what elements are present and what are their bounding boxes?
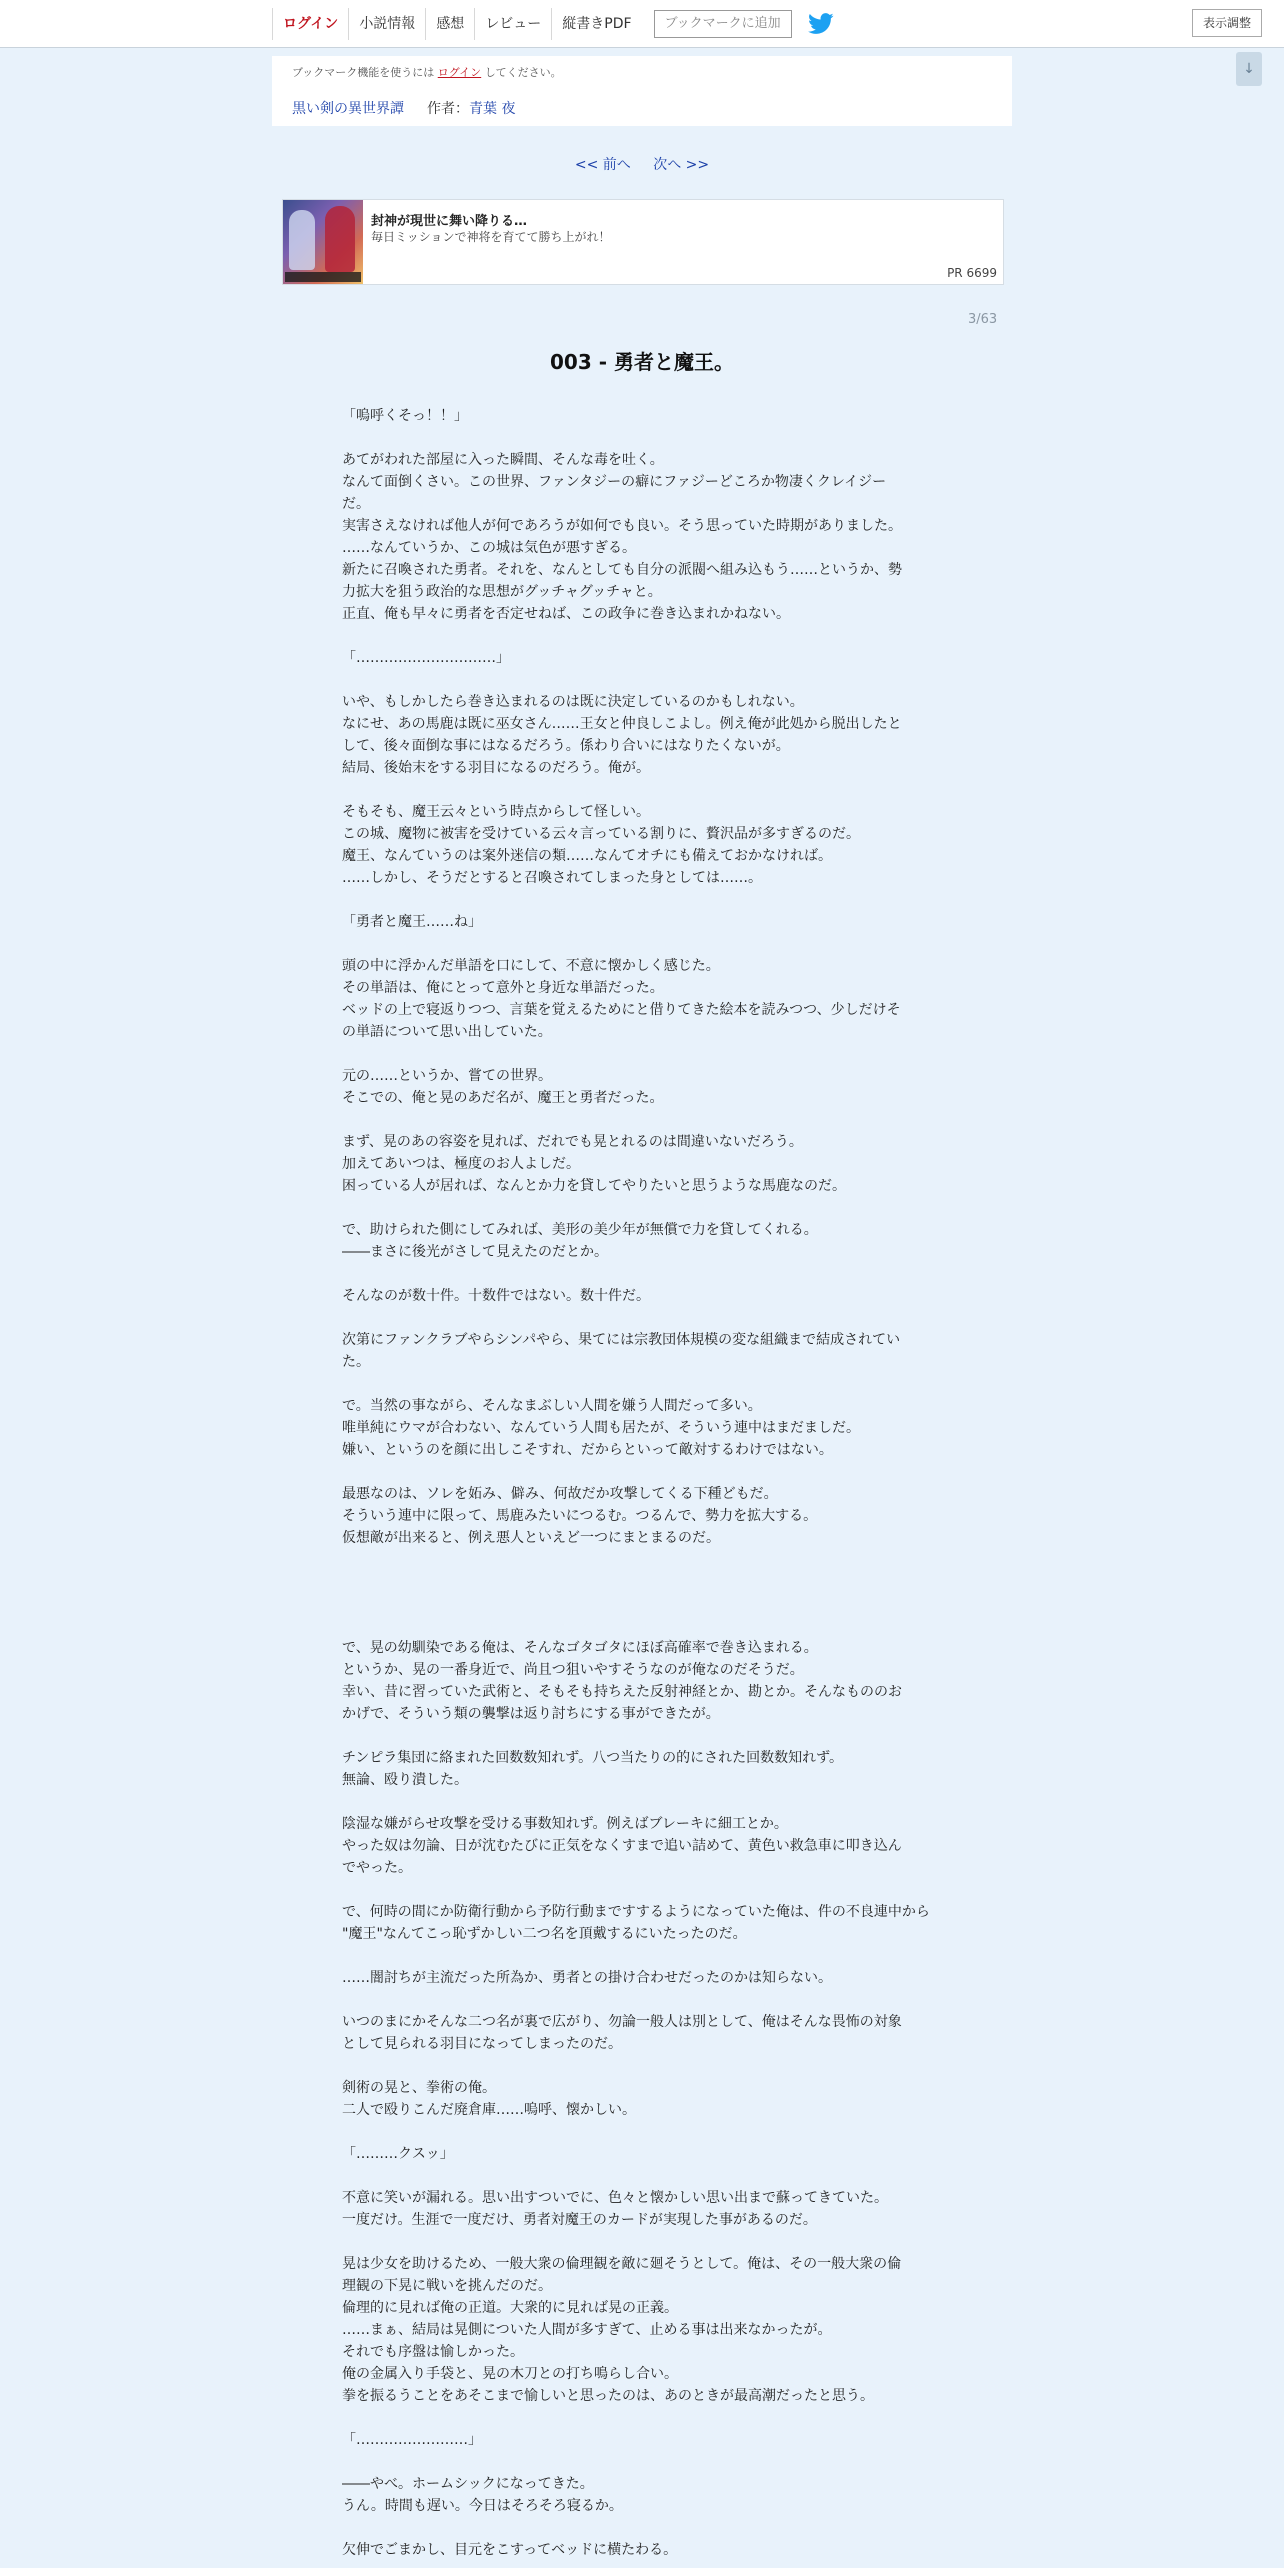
next-page-link[interactable]: 次へ >> [653, 157, 710, 173]
body-line [342, 1109, 942, 1131]
nav-vertical-pdf[interactable]: 縦書きPDF [551, 8, 641, 40]
body-line: の単語について思い出していた。 [342, 1024, 552, 1040]
body-line: 実害さえなければ他人が何であろうが如何でも良い。そう思っていた時期がありました。 [342, 518, 902, 534]
body-line [342, 2165, 942, 2187]
body-line: というか、晃の一番身近で、尚且つ狙いやすそうなのが俺なのだそうだ。 [342, 1662, 804, 1678]
pager [0, 154, 1284, 174]
body-line: 魔王、なんていうのは案外迷信の類……なんてオチにも備えておかなければ。 [342, 848, 832, 864]
body-line: 欠伸でごまかし、目元をこすってベッドに横たわる。 [342, 2542, 678, 2558]
body-line: いつのまにかそんな二つ名が裏で広がり、勿論一般人は別として、俺はそんな畏怖の対象 [342, 2014, 902, 2030]
body-line: 頭の中に浮かんだ単語を口にして、不意に懐かしく感じた。 [342, 958, 720, 974]
nav-login[interactable]: ログイン [272, 8, 348, 40]
nav-impressions[interactable]: 感想 [425, 8, 474, 40]
body-line: 理観の下晃に戦いを挑んだのだ。 [342, 2278, 552, 2294]
body-line: 幸い、昔に習っていた武術と、そもそも持ちえた反射神経とか、勘とか。そんなもののお [342, 1684, 902, 1700]
author-name-link[interactable]: 青葉 夜 [469, 101, 516, 117]
page-count: 3/63 [968, 312, 998, 327]
body-line [342, 1725, 942, 1747]
body-line [342, 669, 942, 691]
body-line: あてがわれた部屋に入った瞬間、そんな毒を吐く。 [342, 452, 664, 468]
body-line [342, 2407, 942, 2429]
body-line: 晃は少女を助けるため、一般大衆の倫理観を敵に廻そうとして。俺は、その一般大衆の倫 [342, 2256, 902, 2272]
body-line: それでも序盤は愉しかった。 [342, 2344, 524, 2360]
scroll-down-button[interactable]: ↓ [1236, 52, 1262, 86]
body-line: そもそも、魔王云々という時点からして怪しい。 [342, 804, 650, 820]
chapter-title: 003 - 勇者と魔王。 [550, 350, 734, 374]
body-line: 唯単純にウマが合わない、なんていう人間も居たが、そういう連中はまだましだ。 [342, 1420, 860, 1436]
ad-thumbnail-image[interactable] [283, 200, 363, 284]
novel-body-text [342, 405, 942, 2561]
body-line: ――まさに後光がさして見えたのだとか。 [342, 1244, 608, 1260]
body-line: 無論、殴り潰した。 [342, 1772, 468, 1788]
body-line: そこでの、俺と晃のあだ名が、魔王と勇者だった。 [342, 1090, 664, 1106]
body-line: ――やべ。ホームシックになってきた。 [342, 2476, 594, 2492]
body-line [342, 889, 942, 911]
body-line: かげで、そういう類の襲撃は返り討ちにする事ができたが。 [342, 1706, 720, 1722]
body-line: 加えてあいつは、極度のお人よしだ。 [342, 1156, 580, 1172]
body-line [342, 2055, 942, 2077]
body-line: として見られる羽目になってしまったのだ。 [342, 2036, 622, 2052]
body-line: 「……………………」 [342, 2432, 482, 2448]
body-line [342, 1043, 942, 1065]
body-line [342, 1461, 942, 1483]
body-line: 「勇者と魔王……ね」 [342, 914, 482, 930]
body-line [342, 1549, 942, 1571]
body-line: 結局、後始末をする羽目になるのだろう。俺が。 [342, 760, 650, 776]
body-line: なにせ、あの馬鹿は既に巫女さん……王女と仲良しこよし。例え俺が此処から脱出したと [342, 716, 902, 732]
body-line: 「…………………………」 [342, 650, 510, 666]
body-line: いや、もしかしたら巻き込まれるのは既に決定しているのかもしれない。 [342, 694, 804, 710]
body-line: 困っている人が居れば、なんとか力を貸してやりたいと思うような馬鹿なのだ。 [342, 1178, 846, 1194]
body-line [342, 1307, 942, 1329]
body-line: そういう連中に限って、馬鹿みたいにつるむ。つるんで、勢力を拡大する。 [342, 1508, 818, 1524]
body-line: ベッドの上で寝返りつつ、言葉を覚えるためにと借りてきた絵本を読みつつ、少しだけそ [342, 1002, 901, 1018]
body-line: 剣術の晃と、拳術の俺。 [342, 2080, 496, 2096]
body-line: だ。 [342, 496, 370, 512]
body-line: た。 [342, 1354, 370, 1370]
body-line: して、後々面倒な事にはなるだろう。係わり合いにはなりたくないが。 [342, 738, 790, 754]
body-line [342, 1945, 942, 1967]
body-line: ……まぁ、結局は晃側についた人間が多すぎて、止める事は出来なかったが。 [342, 2322, 832, 2338]
body-line: その単語は、俺にとって意外と身近な単語だった。 [342, 980, 664, 996]
body-line [342, 1615, 942, 1637]
body-line: 不意に笑いが漏れる。思い出すついでに、色々と懐かしい思い出まで蘇ってきていた。 [342, 2190, 888, 2206]
body-line: 元の……というか、嘗ての世界。 [342, 1068, 552, 1084]
bookmark-notice-prefix: ブックマーク機能を使うには [292, 66, 435, 79]
display-adjust-button[interactable]: 表示調整 [1192, 9, 1262, 37]
body-line [342, 1373, 942, 1395]
body-line: 新たに召喚された勇者。それを、なんとしても自分の派閥へ組み込もう……というか、勢 [342, 562, 902, 578]
body-line: まず、晃のあの容姿を見れば、だれでも晃とれるのは間違いないだろう。 [342, 1134, 803, 1150]
body-line: 正直、俺も早々に勇者を否定せねば、この政争に巻き込まれかねない。 [342, 606, 790, 622]
body-line: で、助けられた側にしてみれば、美形の美少年が無償で力を貸してくれる。 [342, 1222, 818, 1238]
body-line: 力拡大を狙う政治的な思想がグッチャグッチャと。 [342, 584, 662, 600]
body-line: 次第にファンクラブやらシンパやら、果てには宗教団体規模の変な組織まで結成されてい [342, 1332, 901, 1348]
body-line: うん。時間も遅い。今日はそろそろ寝るか。 [342, 2498, 623, 2514]
body-line: 最悪なのは、ソレを妬み、僻み、何故だか攻撃してくる下種どもだ。 [342, 1486, 778, 1502]
body-line: 拳を振るうことをあそこまで愉しいと思ったのは、あのときが最高潮だったと思う。 [342, 2388, 874, 2404]
body-line: 仮想敵が出来ると、例え悪人といえど一つにまとまるのだ。 [342, 1530, 720, 1546]
bookmark-notice [292, 64, 562, 80]
body-line: 陰湿な嫌がらせ攻撃を受ける事数知れず。例えばブレーキに細工とか。 [342, 1816, 788, 1832]
body-line [342, 1791, 942, 1813]
body-line [342, 779, 942, 801]
body-line [342, 2121, 942, 2143]
body-line: ……なんていうか、この城は気色が悪すぎる。 [342, 540, 636, 556]
body-line: ……闇討ちが主流だった所為か、勇者との掛け合わせだったのかは知らない。 [342, 1970, 832, 1986]
body-line: チンピラ集団に絡まれた回数数知れず。八つ当たりの的にされた回数数知れず。 [342, 1750, 844, 1766]
body-line [342, 2231, 942, 2253]
body-line [342, 625, 942, 647]
body-line: 嫌い、というのを顔に出しこそすれ、だからといって敵対するわけではない。 [342, 1442, 833, 1458]
body-line [342, 1593, 942, 1615]
body-line [342, 427, 942, 449]
author-label: 作者： [427, 101, 469, 117]
prev-page-link[interactable]: << 前へ [574, 157, 631, 173]
body-line [342, 1879, 942, 1901]
nav-novel-info[interactable]: 小説情報 [348, 8, 425, 40]
body-line: でやった。 [342, 1860, 412, 1876]
body-line: やった奴は勿論、日が沈むたびに正気をなくすまで追い詰めて、黄色い救急車に叩き込ん [342, 1838, 902, 1854]
ad-title[interactable]: 封神が現世に舞い降りる… [371, 214, 528, 229]
body-line: 「………クスッ」 [342, 2146, 454, 2162]
body-line: この城、魔物に被害を受けている云々言っている割りに、贅沢品が多すぎるのだ。 [342, 826, 860, 842]
body-line: 二人で殴りこんだ廃倉庫……嗚呼、懐かしい。 [342, 2102, 636, 2118]
nav-menu [272, 8, 834, 40]
top-navigation-bar [0, 0, 1284, 48]
ad-pr-label: PR 6699 [947, 266, 997, 280]
novel-info-box [272, 56, 1012, 126]
body-line: "魔王"なんてこっ恥ずかしい二つ名を頂戴するにいたったのだ。 [342, 1926, 747, 1942]
body-line: 倫理的に見れば俺の正道。大衆的に見れば晃の正義。 [342, 2300, 678, 2316]
body-line [342, 1571, 942, 1593]
body-line: で、晃の幼馴染である俺は、そんなゴタゴタにほぼ高確率で巻き込まれる。 [342, 1640, 818, 1656]
body-line: ……しかし、そうだとすると召喚されてしまった身としては……。 [342, 870, 762, 886]
body-line: なんて面倒くさい。この世界、ファンタジーの癖にファジーどころか物凄くクレイジー [342, 474, 887, 490]
bookmark-login-link[interactable]: ログイン [437, 66, 482, 79]
author-line [427, 98, 515, 118]
body-line: 俺の金属入り手袋と、晃の木刀との打ち鳴らし合い。 [342, 2366, 678, 2382]
twitter-icon[interactable] [808, 13, 834, 35]
bookmark-notice-suffix: してください。 [484, 66, 562, 79]
body-line [342, 2517, 942, 2539]
body-line [342, 933, 942, 955]
body-line [342, 1989, 942, 2011]
body-line [342, 2451, 942, 2473]
nav-review[interactable]: レビュー [474, 8, 551, 40]
body-line: 一度だけ。生涯で一度だけ、勇者対魔王のカードが実現した事があるのだ。 [342, 2212, 817, 2228]
ad-banner[interactable] [282, 199, 1004, 285]
body-line: 「嗚呼くそっ！！」 [342, 408, 468, 424]
body-line [342, 1197, 942, 1219]
novel-title-link[interactable]: 黒い剣の異世界譚 [292, 101, 404, 117]
body-line: で、何時の間にか防衛行動から予防行動まですするようになっていた俺は、件の不良連中から [342, 1904, 930, 1920]
body-line: で。当然の事ながら、そんなまぶしい人間を嫌う人間だって多い。 [342, 1398, 762, 1414]
ad-description: 毎日ミッションで神将を育てて勝ち上がれ！ [371, 230, 611, 244]
add-bookmark-button[interactable]: ブックマークに追加 [654, 10, 792, 38]
body-line: そんなのが数十件。十数件ではない。数十件だ。 [342, 1288, 650, 1304]
body-line [342, 1263, 942, 1285]
